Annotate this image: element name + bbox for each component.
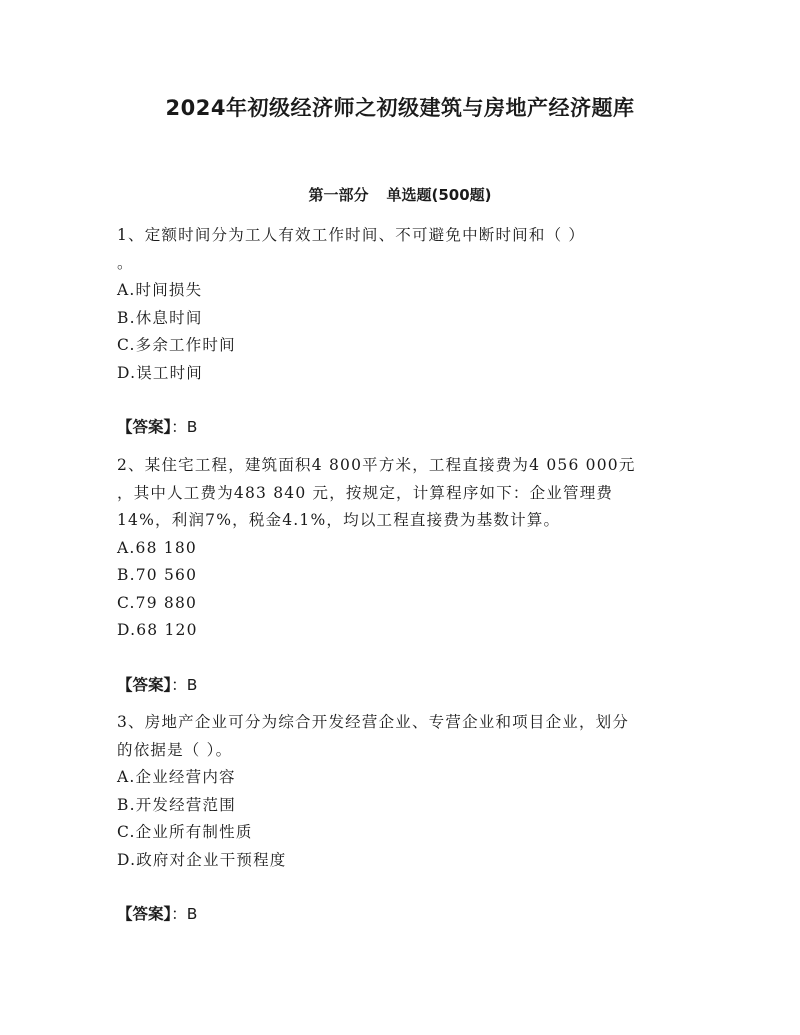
question-stem-line: 3、房地产企业可分为综合开发经营企业、专营企业和项目企业，划分 bbox=[117, 713, 630, 731]
option-d: D.误工时间 bbox=[117, 363, 204, 382]
answer-line bbox=[117, 901, 687, 929]
option-a: A.68 180 bbox=[117, 538, 197, 557]
option-a: A.企业经营内容 bbox=[117, 768, 236, 786]
section-title-part: 第一部分 bbox=[308, 186, 369, 204]
option-c: C.79 880 bbox=[117, 593, 198, 612]
answer-value: ：B bbox=[171, 905, 198, 923]
option-d: D.68 120 bbox=[117, 621, 198, 639]
option-c: C.多余工作时间 bbox=[117, 336, 236, 354]
question-2 bbox=[117, 452, 687, 699]
answer-line bbox=[117, 672, 687, 700]
answer-label: 【答案】 bbox=[117, 905, 172, 923]
question-stem-line: 。 bbox=[117, 253, 134, 272]
option-b: B.70 560 bbox=[117, 566, 198, 584]
option-d: D.政府对企业干预程度 bbox=[117, 850, 287, 869]
section-title-type: 单选题(500题) bbox=[386, 186, 492, 204]
answer-value: ：B bbox=[171, 675, 198, 694]
section-title bbox=[0, 184, 800, 205]
answer-label: 【答案】 bbox=[117, 675, 172, 694]
option-c: C.企业所有制性质 bbox=[117, 823, 253, 841]
document-title: 2024年初级经济师之初级建筑与房地产经济题库 bbox=[165, 96, 635, 120]
question-stem-line: 2、某住宅工程，建筑面积4 800平方米，工程直接费为4 056 000元 bbox=[117, 456, 636, 474]
option-b: B.开发经营范围 bbox=[117, 795, 236, 814]
option-a: A.时间损失 bbox=[117, 281, 203, 299]
question-1 bbox=[117, 222, 687, 442]
answer-line bbox=[117, 414, 687, 442]
answer-label: 【答案】 bbox=[117, 418, 172, 436]
option-b: B.休息时间 bbox=[117, 308, 203, 327]
question-stem-line: 14%，利润7%，税金4.1%，均以工程直接费为基数计算。 bbox=[117, 511, 561, 529]
question-stem-line: 的依据是（ ）。 bbox=[117, 740, 233, 759]
answer-value: ：B bbox=[171, 418, 198, 436]
question-stem-line: ，其中人工费为483 840 元，按规定，计算程序如下：企业管理费 bbox=[117, 483, 614, 502]
question-stem-line: 1、定额时间分为工人有效工作时间、不可避免中断时间和（ ） bbox=[117, 226, 586, 244]
question-3 bbox=[117, 709, 687, 929]
